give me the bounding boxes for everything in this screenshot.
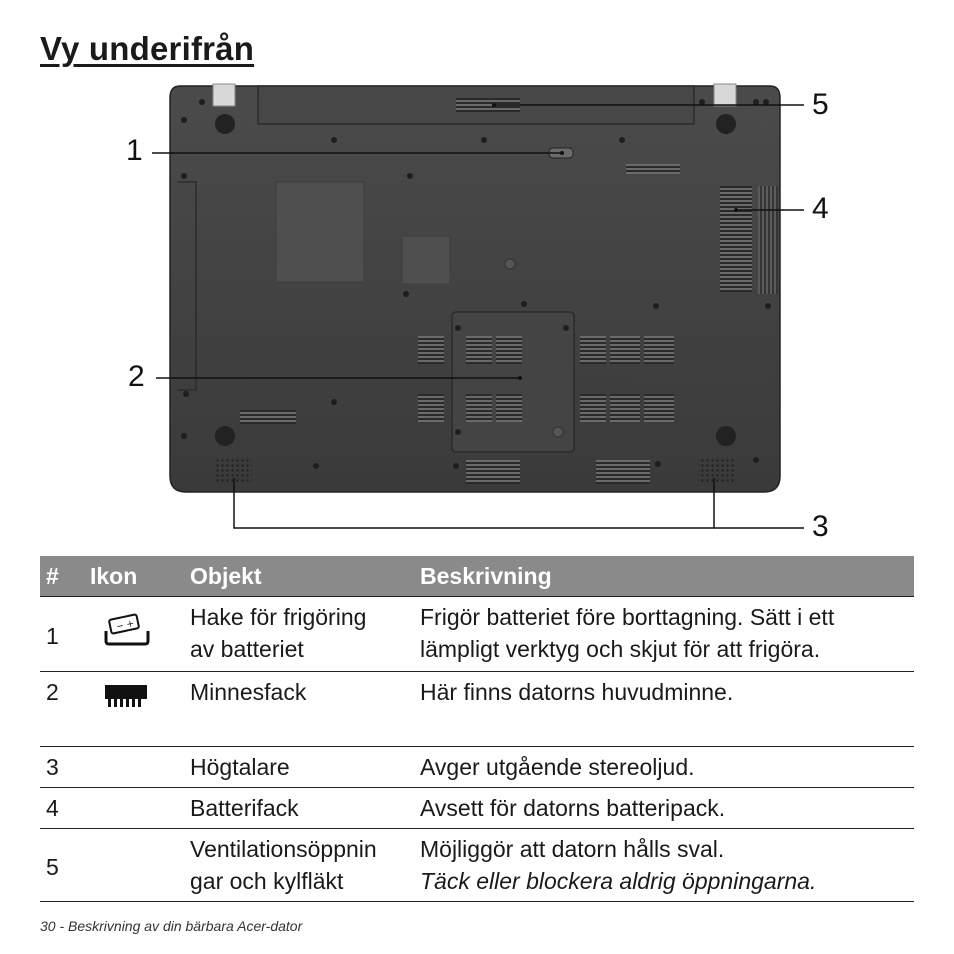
right-speaker-grill (698, 458, 734, 482)
header-num: # (40, 556, 84, 597)
description: Frigör batteriet före borttagning. Sätt i ett (420, 604, 835, 630)
callout-2: 2 (128, 360, 145, 393)
table-row (40, 747, 914, 788)
rubber-foot (215, 114, 235, 134)
table-row (40, 672, 914, 747)
component-table (40, 556, 914, 902)
table-header-row (40, 556, 914, 597)
description: Avsett för datorns batteripack. (414, 788, 914, 829)
page-footer: 30 - Beskrivning av din bärbara Acer-dator (40, 918, 303, 934)
left-hinge (213, 84, 235, 106)
callout-5: 5 (812, 88, 829, 121)
description: Möjliggör att datorn hålls sval. (420, 836, 725, 862)
rubber-foot (215, 426, 235, 446)
description-cont: lämpligt verktyg och skjut för att frigöra. (420, 636, 821, 662)
object-name-cont: gar och kylfläkt (190, 868, 344, 894)
table-row (40, 788, 914, 829)
callout-1: 1 (126, 134, 143, 167)
row-num: 3 (40, 747, 84, 788)
table-row (40, 829, 914, 902)
description: Här finns datorns huvudminne. (414, 672, 914, 747)
callout-3: 3 (812, 510, 829, 543)
table-row (40, 597, 914, 672)
row-num: 2 (40, 672, 84, 747)
right-hinge (714, 84, 736, 106)
page-title: Vy underifrån (40, 30, 255, 67)
object-name: Hake för frigöring (190, 604, 367, 630)
header-description: Beskrivning (414, 556, 914, 597)
fan-vent (720, 186, 752, 292)
row-num: 4 (40, 788, 84, 829)
rubber-foot (716, 426, 736, 446)
row-num: 5 (40, 829, 84, 902)
row-num: 1 (40, 597, 84, 672)
svg-text:− +: − + (115, 618, 136, 633)
object-name: Batterifack (184, 788, 414, 829)
laptop-bottom-illustration (0, 78, 954, 543)
header-object: Objekt (184, 556, 414, 597)
object-name-cont: av batteriet (190, 636, 304, 662)
rubber-foot (716, 114, 736, 134)
laptop-bottom-figure (0, 78, 954, 543)
object-name: Minnesfack (184, 672, 414, 747)
header-icon: Ikon (84, 556, 184, 597)
description-warning: Täck eller blockera aldrig öppningarna. (420, 868, 817, 894)
battery-release-latch-icon (104, 613, 150, 655)
object-name: Högtalare (184, 747, 414, 788)
object-name: Ventilationsöppnin (190, 836, 377, 862)
memory-module-icon (104, 684, 148, 716)
callout-4: 4 (812, 192, 829, 225)
description: Avger utgående stereoljud. (414, 747, 914, 788)
